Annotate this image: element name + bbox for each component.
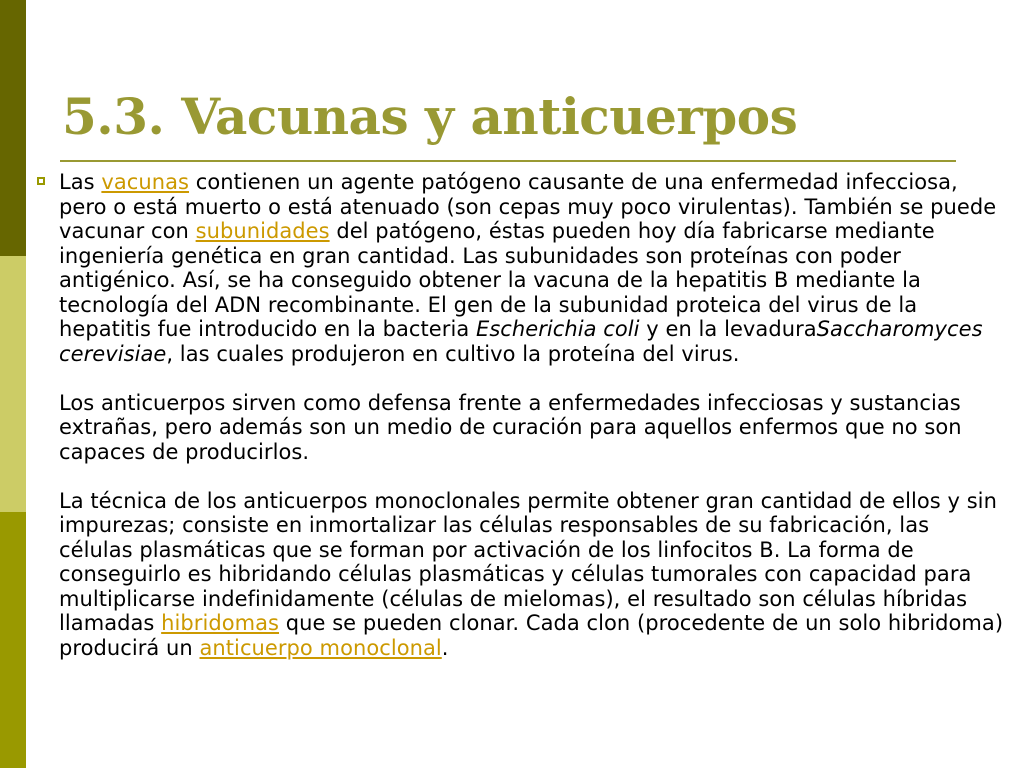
slide-body <box>59 170 1009 660</box>
paragraph-anticuerpos: Los anticuerpos sirven como defensa frente a enfermedades infecciosas y sustancias extrañas, pero además son un medio de curación para aquellos enfermos que no son capaces de producirlos. <box>59 390 962 464</box>
paragraph-monoclonales <box>59 489 1009 661</box>
link-vacunas[interactable]: vacunas <box>101 170 190 194</box>
link-subunidades[interactable]: subunidades <box>195 219 330 243</box>
slide-title: 5.3. Vacunas y anticuerpos <box>62 87 798 146</box>
text-fragment: . <box>441 635 449 660</box>
title-divider <box>60 160 956 162</box>
text-fragment: Las <box>59 170 102 194</box>
square-bullet-icon <box>37 177 45 185</box>
text-fragment: La técnica de los anticuerpos monoclonales permite obtener gran cantidad de ellos y sin impurezas; consiste en inmortalizar las células responsables de su fabricación, las células plasmáticas que se forman por activación de los linfocitos B. La forma de conseguirlo es hibridando células plasmáticas y células tumorales con capacidad para multiplicarse indefinidamente (células de mielomas), el resultado son células híbridas llamadas <box>59 488 997 635</box>
side-bar-top <box>0 0 26 256</box>
text-fragment: del patógeno, éstas pueden hoy día fabricarse mediante ingeniería genética en gran cantidad. Las subunidades son proteínas con poder antigénico. Así, se ha conseguido obtener la vacuna de la hepatitis B mediante la tecnología del ADN recombinante. El gen de la subunidad proteica del virus de la hepatitis fue introducido en la bacteria <box>59 219 935 341</box>
paragraph-vacunas <box>59 170 1009 366</box>
text-fragment: contienen un agente patógeno causante de una enfermedad infecciosa, pero o está muerto o está atenuado (son cepas muy poco virulentas). También se puede vacunar con <box>59 170 997 243</box>
link-anticuerpo-monoclonal[interactable]: anticuerpo monoclonal <box>199 635 442 660</box>
text-fragment: , las cuales produjeron en cultivo la proteína del virus. <box>166 341 740 366</box>
side-bar-bottom <box>0 512 26 768</box>
italic-saccharomyces-cerevisiae: Saccharomyces cerevisiae <box>59 317 983 366</box>
side-bar-middle <box>0 256 26 512</box>
text-fragment: que se pueden clonar. Cada clon (procedente de un solo hibridoma) producirá un <box>59 611 1004 660</box>
text-fragment: y en la levadura <box>639 317 817 341</box>
link-hibridomas[interactable]: hibridomas <box>161 611 280 635</box>
italic-escherichia-coli: Escherichia coli <box>476 317 640 341</box>
